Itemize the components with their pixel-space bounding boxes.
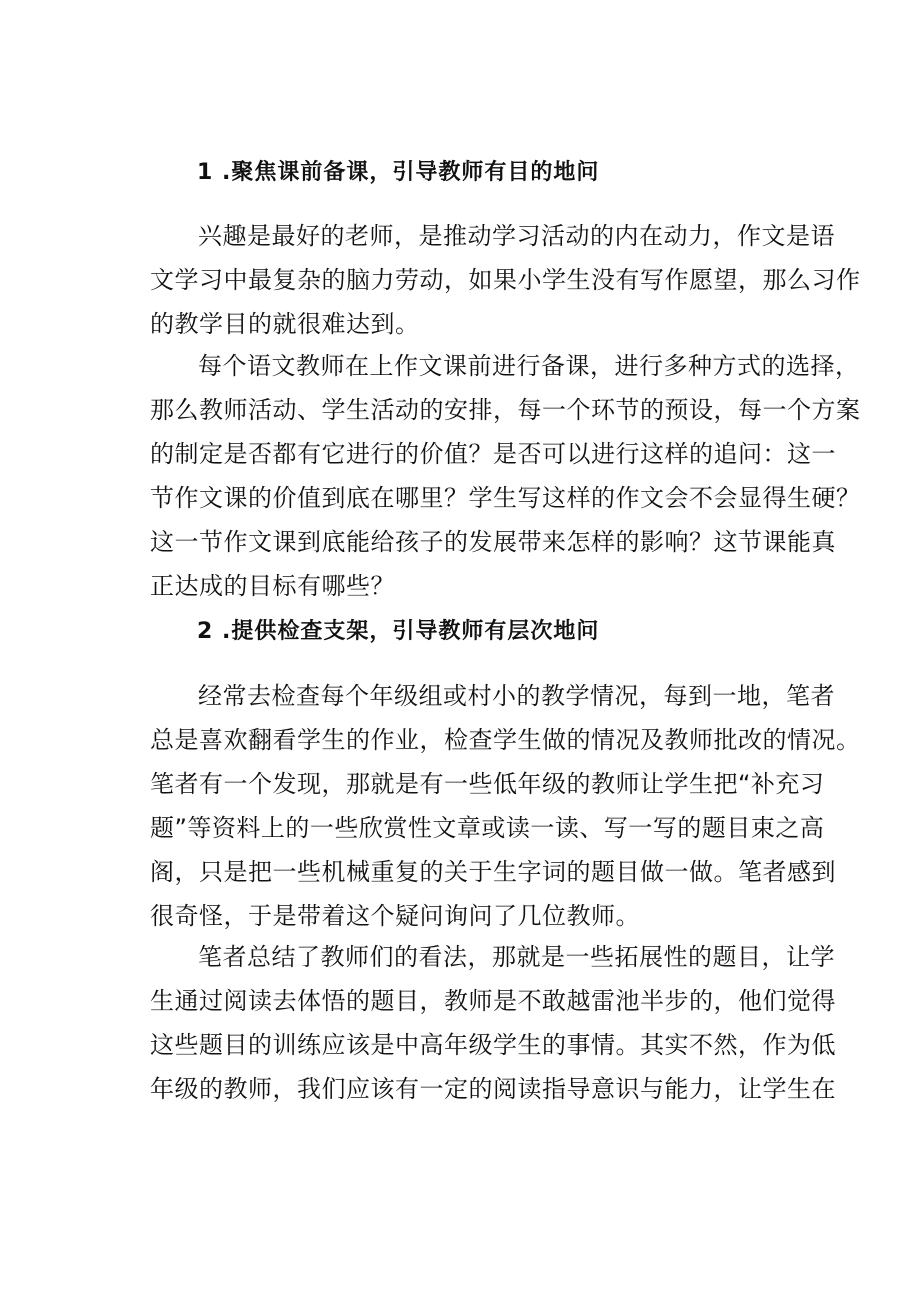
paragraph-line: 那么教师活动、学生活动的安排，每一个环节的预设，每一个方案 (150, 396, 861, 424)
paragraph-line: 文学习中最复杂的脑力劳动，如果小学生没有写作愿望，那么习作 (150, 266, 861, 294)
paragraph-line: 正达成的目标有哪些？ (150, 572, 395, 600)
paragraph-3 (150, 674, 861, 938)
paragraph-line: 每个语文教师在上作文课前进行备课，进行多种方式的选择， (198, 352, 860, 380)
paragraph-line: 笔者总结了教师们的看法，那就是一些拓展性的题目，让学 (198, 943, 835, 971)
paragraph-line: 阁，只是把一些机械重复的关于生字词的题目做一做。笔者感到 (150, 858, 836, 886)
paragraph-2 (150, 344, 861, 608)
paragraph-line: 笔者有一个发现，那就是有一些低年级的教师让学生把“补充习 (150, 770, 825, 798)
paragraph-4 (150, 935, 836, 1111)
section-heading-1: 1 .聚焦课前备课，引导教师有目的地问 (197, 160, 600, 185)
paragraph-line: 节作文课的价值到底在哪里？学生写这样的作文会不会显得生硬？ (150, 484, 861, 512)
paragraph-line: 这些题目的训练应该是中高年级学生的事情。其实不然，作为低 (150, 1031, 836, 1059)
section-heading-2: 2 .提供检查支架，引导教师有层次地问 (197, 619, 600, 644)
paragraph-line: 这一节作文课到底能给孩子的发展带来怎样的影响？这节课能真 (150, 528, 836, 556)
paragraph-line: 兴趣是最好的老师，是推动学习活动的内在动力，作文是语 (198, 222, 835, 250)
paragraph-line: 的制定是否都有它进行的价值？是否可以进行这样的追问：这一 (150, 440, 836, 468)
paragraph-line: 年级的教师，我们应该有一定的阅读指导意识与能力，让学生在 (150, 1075, 836, 1103)
paragraph-line: 的教学目的就很难达到。 (150, 310, 420, 338)
paragraph-line: 题”等资料上的一些欣赏性文章或读一读、写一写的题目束之高 (150, 814, 825, 842)
paragraph-line: 很奇怪，于是带着这个疑问询问了几位教师。 (150, 902, 640, 930)
paragraph-line: 生通过阅读去体悟的题目，教师是不敢越雷池半步的，他们觉得 (150, 987, 836, 1015)
paragraph-line: 总是喜欢翻看学生的作业，检查学生做的情况及教师批改的情况。 (150, 726, 861, 754)
paragraph-line: 经常去检查每个年级组或村小的教学情况，每到一地，笔者 (198, 682, 835, 710)
paragraph-1 (150, 214, 861, 346)
